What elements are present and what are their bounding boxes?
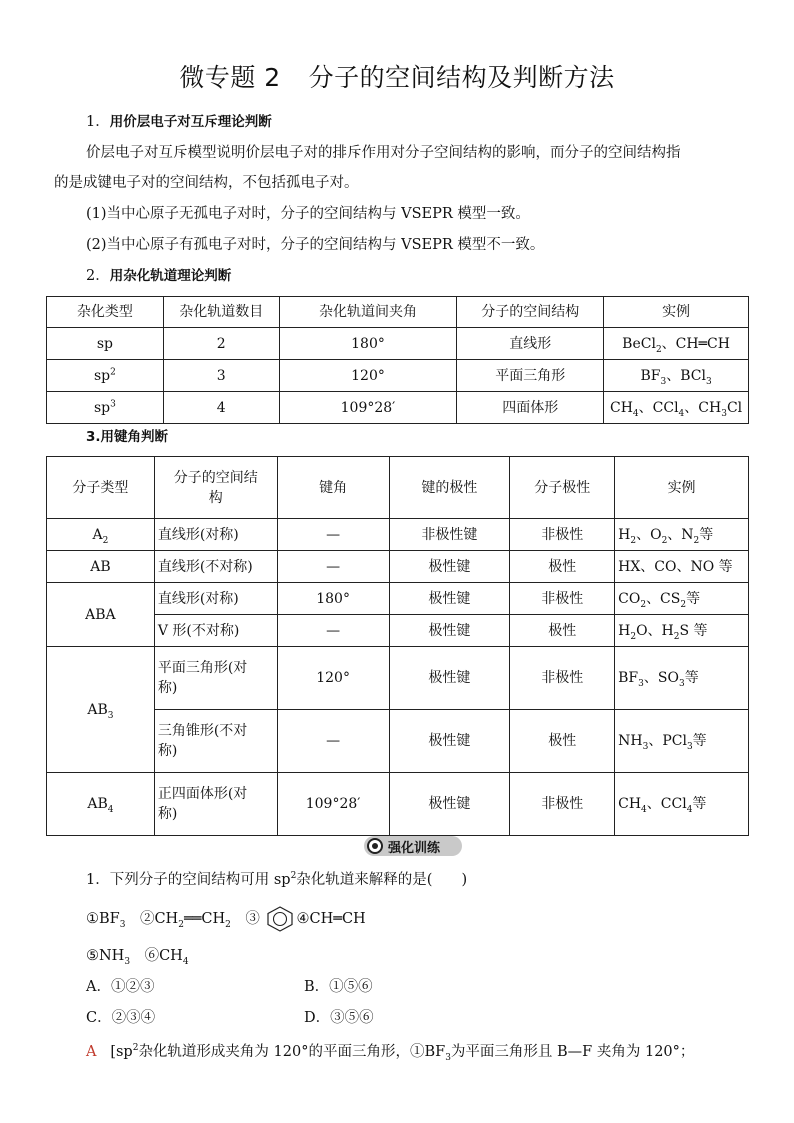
cell-example: $CH_4$、CCl$_4$、$CH_3Cl$ xyxy=(604,392,749,424)
cell-shape: 平面三角形 xyxy=(457,360,604,392)
question-options-line2: $⑤NH_3$ $⑥CH_4$ xyxy=(86,948,189,967)
header-cell: 分子的空间结 构 xyxy=(154,457,277,519)
table-row xyxy=(47,551,749,583)
cell-mol-polarity: 极性 xyxy=(510,710,615,773)
badge-label: 强化训练 xyxy=(388,841,441,856)
header-cell: 杂化轨道间夹角 xyxy=(279,297,457,328)
header-cell: 分子的空间结构 xyxy=(457,297,604,328)
cell-example: $CO_2$、$CS_2$等 xyxy=(615,583,749,615)
header-cell: 分子极性 xyxy=(510,457,615,519)
table-row xyxy=(47,519,749,551)
cell-angle: — xyxy=(277,615,389,647)
practice-badge xyxy=(364,836,462,856)
question-stem: 1．下列分子的空间结构可用 $sp^2$杂化轨道来解释的是( ) xyxy=(86,871,468,888)
cell-type: ABA xyxy=(47,583,155,647)
cell-bond-polarity: 极性键 xyxy=(389,615,510,647)
cell-type: $AB_4$ xyxy=(47,773,155,836)
cell-shape: 三角锥形(不对 称) xyxy=(154,710,277,773)
cell-bond-polarity: 极性键 xyxy=(389,583,510,615)
choice-a: A．①②③ xyxy=(86,979,155,995)
cell-bond-polarity: 极性键 xyxy=(389,710,510,773)
header-cell: 键角 xyxy=(277,457,389,519)
table-row xyxy=(47,392,749,424)
cell-shape: 直线形(对称) xyxy=(154,583,277,615)
cell-angle: 109°28′ xyxy=(279,392,457,424)
choice-d: D．③⑤⑥ xyxy=(304,1010,374,1026)
cell-bond-polarity: 极性键 xyxy=(389,647,510,710)
cell-angle: — xyxy=(277,519,389,551)
cell-angle: 120° xyxy=(277,647,389,710)
header-cell: 杂化类型 xyxy=(47,297,164,328)
answer-letter: A xyxy=(86,1044,97,1060)
target-icon xyxy=(367,838,383,854)
page-title xyxy=(0,58,794,94)
cell-count: 4 xyxy=(163,392,279,424)
cell-example: $BF_3$、$SO_3$等 xyxy=(615,647,749,710)
section1-heading: 1．用价层电子对互斥理论判断 xyxy=(86,114,272,130)
cell-angle: 180° xyxy=(279,328,457,360)
table-row xyxy=(47,328,749,360)
section1-item2: (2)当中心原子有孤电子对时，分子的空间结构与 VSEPR 模型不一致。 xyxy=(86,237,545,253)
cell-mol-polarity: 非极性 xyxy=(510,583,615,615)
cell-count: 2 xyxy=(163,328,279,360)
title-text: 分子的空间结构及判断方法 xyxy=(308,63,615,92)
table-header-row xyxy=(47,297,749,328)
cell-type: $sp^2$ xyxy=(47,360,164,392)
cell-example: $CH_4$、CCl$_4$等 xyxy=(615,773,749,836)
cell-example: BeCl$_2$、CH═CH xyxy=(604,328,749,360)
header-cell: 分子类型 xyxy=(47,457,155,519)
cell-angle: 180° xyxy=(277,583,389,615)
cell-bond-polarity: 非极性键 xyxy=(389,519,510,551)
cell-example: $H_2$、$O_2$、$N_2$等 xyxy=(615,519,749,551)
cell-type: sp xyxy=(47,328,164,360)
section1-para-line1: 价层电子对互斥模型说明价层电子对的排斥作用对分子空间结构的影响，而分子的空间结构指 xyxy=(86,145,681,161)
cell-shape: 四面体形 xyxy=(457,392,604,424)
table-row xyxy=(47,583,749,615)
cell-shape: 直线形 xyxy=(457,328,604,360)
section2-heading: 2．用杂化轨道理论判断 xyxy=(86,268,232,284)
cell-shape: 直线形(对称) xyxy=(154,519,277,551)
cell-example: $BF_3$、BCl$_3$ xyxy=(604,360,749,392)
cell-type: $A_2$ xyxy=(47,519,155,551)
section1-para-line2: 的是成键电子对的空间结构，不包括孤电子对。 xyxy=(54,175,359,191)
cell-mol-polarity: 非极性 xyxy=(510,773,615,836)
header-cell: 实例 xyxy=(615,457,749,519)
question-options-line1: $①BF_3$ $②CH_2══CH_2$ ③ ④CH═CH xyxy=(86,906,366,932)
table-header-row xyxy=(47,457,749,519)
choice-c: C．②③④ xyxy=(86,1010,156,1026)
hybridization-table xyxy=(46,296,749,424)
cell-bond-polarity: 极性键 xyxy=(389,773,510,836)
section3-heading: 3.用键角判断 xyxy=(86,429,169,445)
cell-shape: 直线形(不对称) xyxy=(154,551,277,583)
choice-b: B．①⑤⑥ xyxy=(304,979,373,995)
cell-example: $NH_3$、PCl$_3$等 xyxy=(615,710,749,773)
cell-angle: 109°28′ xyxy=(277,773,389,836)
answer-line: A [$sp^2$杂化轨道形成夹角为 120°的平面三角形，$①BF_3$为平面三角形且 B—F 夹角为 120°； xyxy=(86,1043,695,1063)
cell-bond-polarity: 极性键 xyxy=(389,551,510,583)
header-cell: 实例 xyxy=(604,297,749,328)
cell-angle: — xyxy=(277,551,389,583)
bond-angle-table xyxy=(46,456,749,836)
table-row xyxy=(47,773,749,836)
cell-mol-polarity: 非极性 xyxy=(510,647,615,710)
table-row xyxy=(47,360,749,392)
benzene-ring-icon xyxy=(266,906,294,932)
cell-mol-polarity: 非极性 xyxy=(510,519,615,551)
header-cell: 键的极性 xyxy=(389,457,510,519)
cell-type: $AB_3$ xyxy=(47,647,155,773)
cell-shape: 平面三角形(对 称) xyxy=(154,647,277,710)
section1-item1: (1)当中心原子无孤电子对时，分子的空间结构与 VSEPR 模型一致。 xyxy=(86,206,530,222)
cell-example: HX、CO、NO 等 xyxy=(615,551,749,583)
cell-mol-polarity: 极性 xyxy=(510,615,615,647)
cell-type: $sp^3$ xyxy=(47,392,164,424)
title-number: 微专题 2 xyxy=(179,63,281,92)
cell-type: AB xyxy=(47,551,155,583)
header-cell: 杂化轨道数目 xyxy=(163,297,279,328)
table-row xyxy=(47,647,749,710)
cell-mol-polarity: 极性 xyxy=(510,551,615,583)
cell-angle: 120° xyxy=(279,360,457,392)
cell-shape: 正四面体形(对 称) xyxy=(154,773,277,836)
cell-count: 3 xyxy=(163,360,279,392)
cell-angle: — xyxy=(277,710,389,773)
cell-example: $H_2O$、$H_2S$ 等 xyxy=(615,615,749,647)
cell-shape: V 形(不对称) xyxy=(154,615,277,647)
